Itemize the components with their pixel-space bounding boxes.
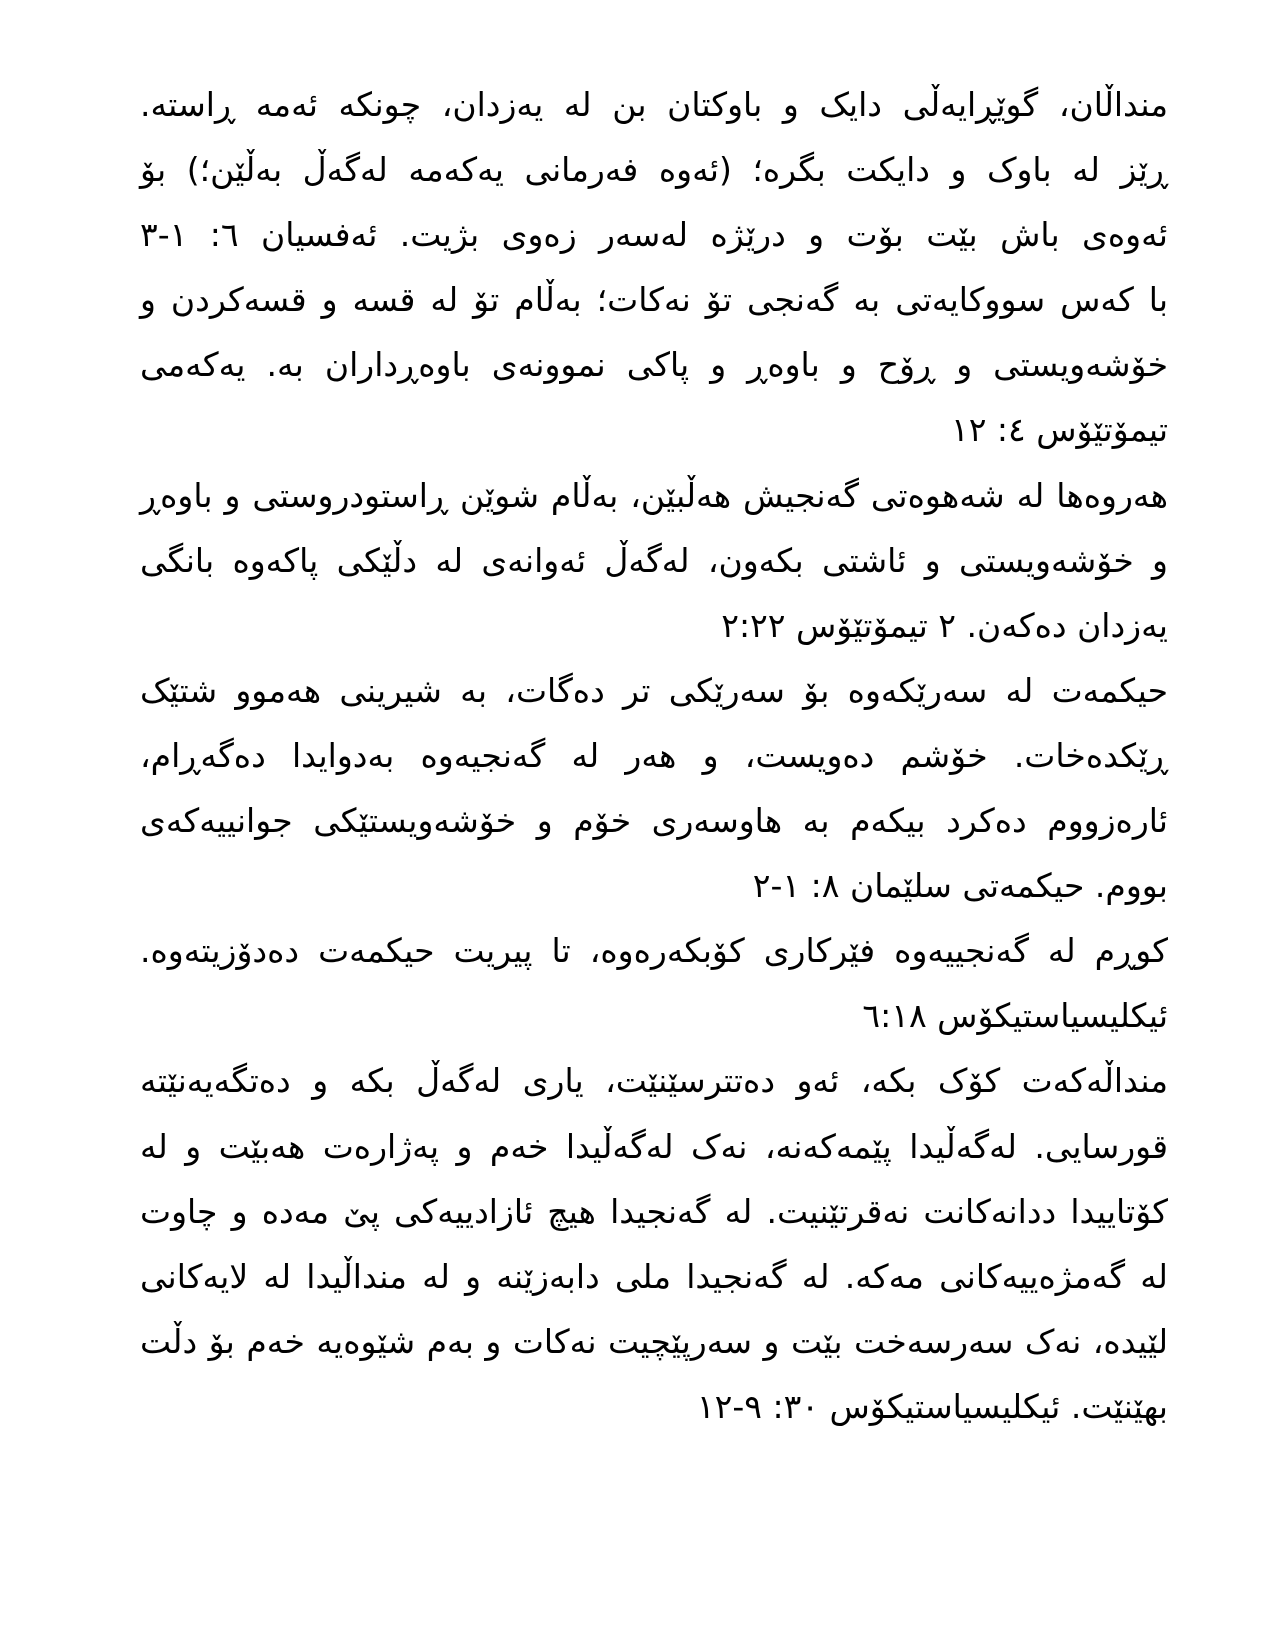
- text-line: بهێنێت. ئیکلیسیاستیکۆس ٣٠: ٩-١٢: [696, 1386, 1168, 1426]
- text-line: کوڕم لە گەنجییەوە فێرکاری کۆبکەرەوە، تا پیریت حیکمەت دەدۆزیتەوە.: [140, 931, 1168, 971]
- text-line: خۆشەویستی و ڕۆح و باوەڕ و پاکی نموونەی باوەڕداران بە. یەکەمی: [140, 345, 1168, 385]
- text-line: لە گەمژەییەکانی مەکە. لە گەنجیدا ملی دابەزێنە و لە منداڵیدا لە لایەکانی: [140, 1256, 1168, 1296]
- scripture-text: [140, 72, 1168, 1439]
- text-line: بووم. حیکمەتی سلێمان ٨: ١-٢: [752, 866, 1168, 906]
- text-line: لێیدە، نەک سەرسەخت بێت و سەرپێچیت نەکات و بەم شێوەیە خەم بۆ دڵت: [140, 1321, 1168, 1361]
- text-line: با کەس سووکایەتی بە گەنجی تۆ نەکات؛ بەڵام تۆ لە قسە و قسەکردن و: [140, 280, 1168, 320]
- text-line: ئیکلیسیاستیکۆس ٦:١٨: [862, 996, 1168, 1036]
- text-line: قورسایی. لەگەڵیدا پێمەکەنە، نەک لەگەڵیدا خەم و پەژارەت هەبێت و لە: [140, 1126, 1168, 1166]
- text-line: منداڵەکەت کۆک بکە، ئەو دەتترسێنێت، یاری لەگەڵ بکە و دەتگەیەنێتە: [140, 1061, 1168, 1101]
- text-line: ڕێز لە باوک و دایکت بگرە؛ (ئەوە فەرمانی یەکەمە لەگەڵ بەڵێن؛) بۆ: [140, 150, 1168, 190]
- text-line: ئارەزووم دەکرد بیکەم بە هاوسەری خۆم و خۆشەویستێکی جوانییەکەی: [140, 801, 1168, 841]
- text-line: و خۆشەویستی و ئاشتی بکەون، لەگەڵ ئەوانەی لە دڵێکی پاکەوە بانگی: [140, 540, 1168, 580]
- text-line: یەزدان دەکەن. ٢ تیمۆتێۆس ٢:٢٢: [721, 605, 1168, 645]
- text-line: کۆتاییدا ددانەکانت نەقرتێنیت. لە گەنجیدا هیچ ئازادییەکی پێ مەدە و چاوت: [140, 1191, 1168, 1231]
- text-line: ئەوەی باش بێت بۆت و درێژە لەسەر زەوی بژیت. ئەفسیان ٦: ١-٣: [140, 215, 1168, 255]
- text-line: ڕێکدەخات. خۆشم دەویست، و هەر لە گەنجیەوە بەدوایدا دەگەڕام،: [140, 735, 1168, 775]
- text-line: هەروەها لە شەهوەتی گەنجیش هەڵبێن، بەڵام شوێن ڕاستودروستی و باوەڕ: [140, 475, 1168, 515]
- text-line: منداڵان، گوێڕایەڵی دایک و باوکتان بن لە یەزدان، چونکە ئەمە ڕاستە.: [140, 85, 1168, 124]
- text-line: تیمۆتێۆس ٤: ١٢: [950, 410, 1168, 450]
- text-line: حیکمەت لە سەرێکەوە بۆ سەرێکی تر دەگات، بە شیرینی هەموو شتێک: [140, 670, 1168, 710]
